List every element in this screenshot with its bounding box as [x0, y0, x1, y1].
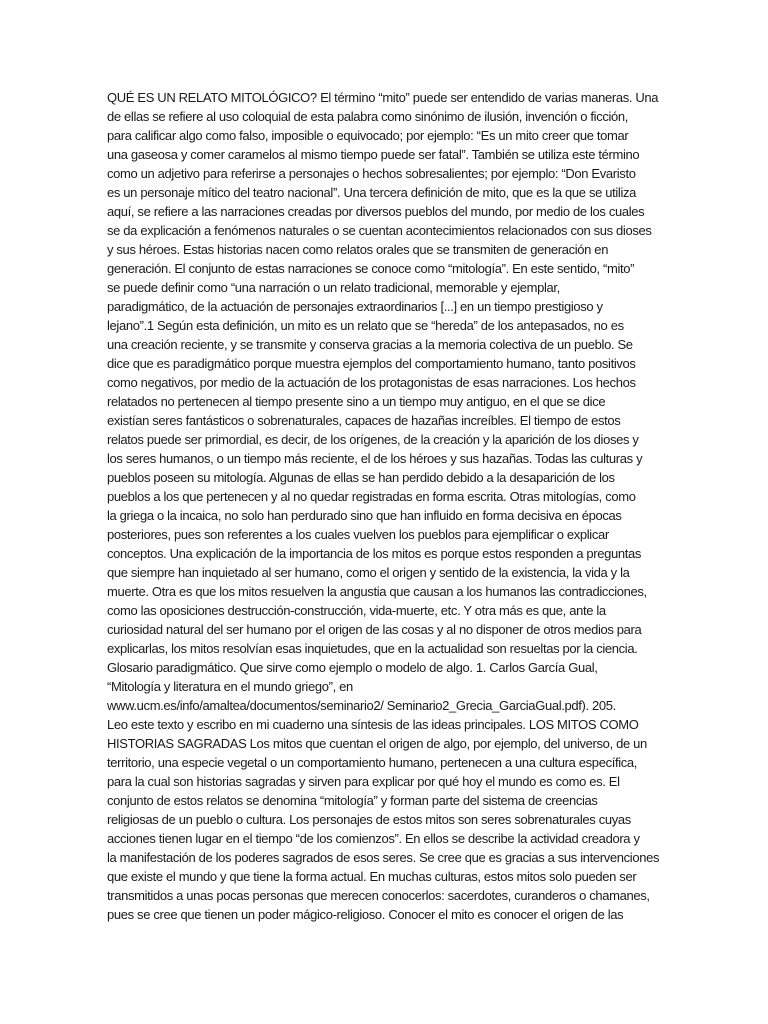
text-line: existían seres fantásticos o sobrenaturales, capaces de hazañas increíbles. El tiempo de estos [107, 413, 621, 428]
text-line: territorio, una especie vegetal o un comportamiento humano, pertenecen a una cultura específica, [107, 755, 638, 770]
text-line: como negativos, por medio de la actuación de los protagonistas de esas narraciones. Los hechos [107, 375, 636, 390]
text-line: pues se cree que tienen un poder mágico-religioso. Conocer el mito es conocer el origen de las [107, 907, 624, 922]
text-line: www.ucm.es/info/amaltea/documentos/seminario2/ Seminario2_Grecia_GarciaGual.pdf). 205. [107, 698, 616, 713]
text-line: para calificar algo como falso, imposible o equivocado; por ejemplo: “Es un mito creer que tomar [107, 128, 629, 143]
text-line: curiosidad natural del ser humano por el origen de las cosas y al no disponer de otros medios para [107, 622, 642, 637]
text-line: Glosario paradigmático. Que sirve como ejemplo o modelo de algo. 1. Carlos García Gual, [107, 660, 598, 675]
text-line: religiosas de un pueblo o cultura. Los personajes de estos mitos son seres sobrenaturales cuyas [107, 812, 631, 827]
text-line: que existe el mundo y que tiene la forma actual. En muchas culturas, estos mitos solo pueden ser [107, 869, 637, 884]
text-line: “Mitología y literatura en el mundo griego”, en [107, 679, 353, 694]
text-line: generación. El conjunto de estas narraciones se conoce como “mitología”. En este sentido, “mito” [107, 261, 635, 276]
text-line: pueblos poseen su mitología. Algunas de ellas se han perdido debido a la desaparición de los [107, 470, 615, 485]
text-line: los seres humanos, o un tiempo más reciente, el de los héroes y sus hazañas. Todas las culturas y [107, 451, 643, 466]
text-line: QUÉ ES UN RELATO MITOLÓGICO? El término “mito” puede ser entendido de varias maneras. Una [107, 90, 659, 105]
text-line: HISTORIAS SAGRADAS Los mitos que cuentan el origen de algo, por ejemplo, del universo, de un [107, 736, 647, 751]
text-line: conjunto de estos relatos se denomina “mitología” y forman parte del sistema de creencias [107, 793, 598, 808]
text-line: una creación reciente, y se transmite y conserva gracias a la memoria colectiva de un pueblo. Se [107, 337, 633, 352]
text-line: que siempre han inquietado al ser humano, como el origen y sentido de la existencia, la vida y la [107, 565, 630, 580]
text-line: Leo este texto y escribo en mi cuaderno una síntesis de las ideas principales. LOS MITOS COMO [107, 717, 639, 732]
text-line: explicarlas, los mitos resolvían esas inquietudes, que en la actualidad son resueltas por la ciencia. [107, 641, 638, 656]
text-line: pueblos a los que pertenecen y al no quedar registradas en forma escrita. Otras mitologías, como [107, 489, 636, 504]
text-line: como las oposiciones destrucción-construcción, vida-muerte, etc. Y otra más es que, ante la [107, 603, 606, 618]
text-line: es un personaje mítico del teatro nacional”. Una tercera definición de mito, que es la que se utiliza [107, 185, 637, 200]
text-line: se puede definir como “una narración o un relato tradicional, memorable y ejemplar, [107, 280, 560, 295]
text-line: muerte. Otra es que los mitos resuelven la angustia que causan a los humanos las contradicciones, [107, 584, 647, 599]
text-line: paradigmático, de la actuación de personajes extraordinarios [...] en un tiempo prestigioso y [107, 299, 603, 314]
text-line: relatados no pertenecen al tiempo presente sino a un tiempo muy antiguo, en el que se dice [107, 394, 606, 409]
text-line: de ellas se refiere al uso coloquial de esta palabra como sinónimo de ilusión, invención o ficción, [107, 109, 629, 124]
text-line: como un adjetivo para referirse a personajes o hechos sobresalientes; por ejemplo: “Don Evaristo [107, 166, 636, 181]
text-line: conceptos. Una explicación de la importancia de los mitos es porque estos responden a preguntas [107, 546, 642, 561]
document-text [107, 88, 667, 924]
text-line: transmitidos a unas pocas personas que merecen conocerlos: sacerdotes, curanderos o chamanes, [107, 888, 650, 903]
text-line: la manifestación de los poderes sagrados de esos seres. Se cree que es gracias a sus intervenciones [107, 850, 660, 865]
text-line: y sus héroes. Estas historias nacen como relatos orales que se transmiten de generación en [107, 242, 609, 257]
text-line: una gaseosa y comer caramelos al mismo tiempo puede ser fatal”. También se utiliza este término [107, 147, 640, 162]
text-line: posteriores, pues son referentes a los cuales vuelven los pueblos para ejemplificar o explicar [107, 527, 609, 542]
text-line: dice que es paradigmático porque muestra ejemplos del comportamiento humano, tanto positivos [107, 356, 636, 371]
text-line: acciones tienen lugar en el tiempo “de los comienzos”. En ellos se describe la actividad creadora y [107, 831, 640, 846]
text-line: para la cual son historias sagradas y sirven para explicar por qué hoy el mundo es como es. El [107, 774, 620, 789]
text-line: la griega o la incaica, no solo han perdurado sino que han influido en forma decisiva en épocas [107, 508, 622, 523]
text-line: lejano”.1 Según esta definición, un mito es un relato que se “hereda” de los antepasados, no es [107, 318, 624, 333]
text-line: relatos puede ser primordial, es decir, de los orígenes, de la creación y la aparición de los dioses y [107, 432, 639, 447]
text-line: se da explicación a fenómenos naturales o se cuentan acontecimientos relacionados con sus dioses [107, 223, 652, 238]
text-line: aquí, se refiere a las narraciones creadas por diversos pueblos del mundo, por medio de los cuales [107, 204, 645, 219]
